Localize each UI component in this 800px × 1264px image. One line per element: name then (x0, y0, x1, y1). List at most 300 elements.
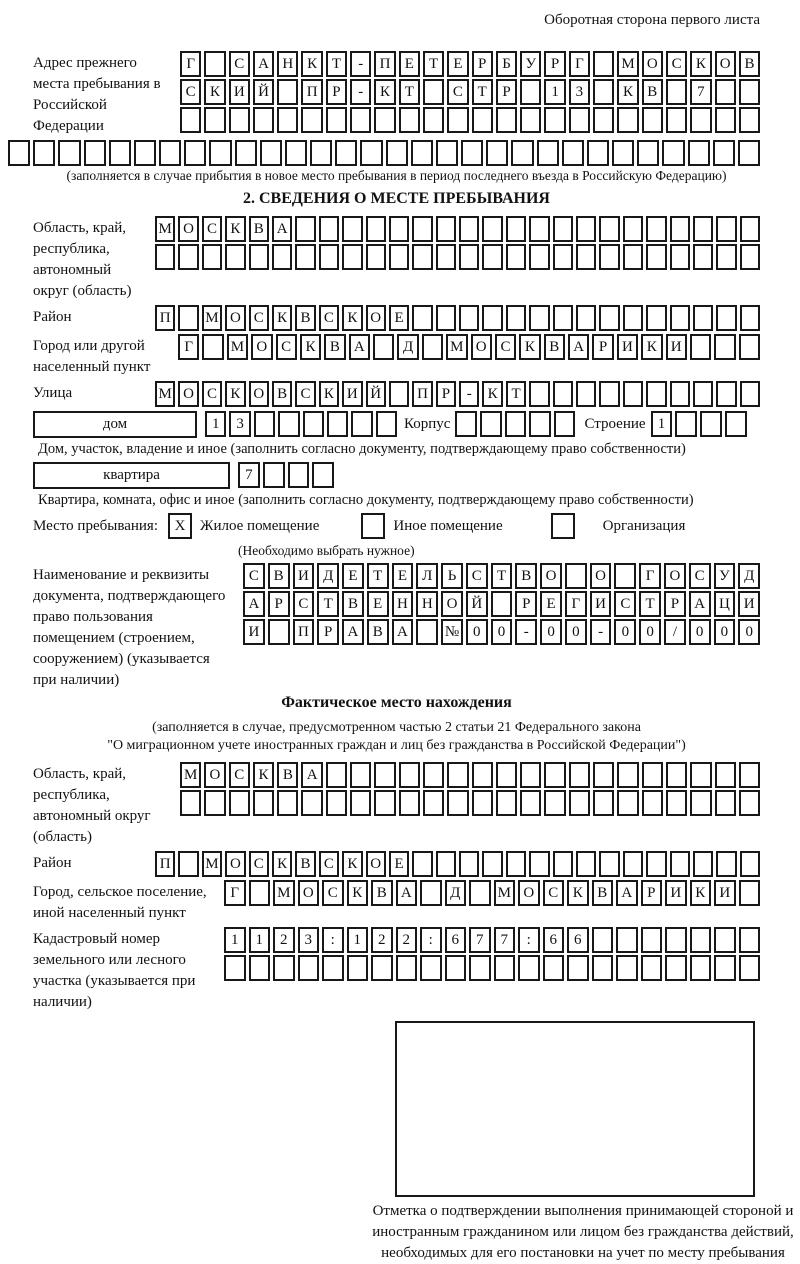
char-cell: Р (664, 591, 686, 617)
char-cell (670, 305, 690, 331)
char-cell (295, 216, 315, 242)
char-cell: О (664, 563, 686, 589)
char-cell (576, 216, 596, 242)
char-cell (623, 381, 643, 407)
char-cell: Й (253, 79, 274, 105)
char-cell: М (155, 216, 175, 242)
char-cell (739, 955, 761, 981)
char-cell: 2 (396, 927, 418, 953)
char-cell: С (689, 563, 711, 589)
char-cell (374, 107, 395, 133)
char-cell (459, 305, 479, 331)
char-cell: 0 (491, 619, 513, 645)
cadastral-grid-row-2 (224, 955, 760, 981)
stay-option-label-zhiloe: Жилое помещение (200, 518, 320, 534)
char-cell (249, 955, 271, 981)
char-cell: К (319, 381, 339, 407)
char-cell (614, 563, 636, 589)
char-cell: С (447, 79, 468, 105)
char-cell: Н (392, 591, 414, 617)
char-cell: А (392, 619, 414, 645)
char-cell: 0 (466, 619, 488, 645)
char-cell: О (366, 305, 386, 331)
char-cell (134, 140, 156, 166)
char-cell: Т (326, 51, 347, 77)
apartment-note: Квартира, комната, офис и иное (заполнить согласно документу, подтверждающему право собственности) (38, 492, 694, 508)
actual-city-label: Город, сельское поселение, иной населенный пункт (33, 884, 207, 921)
district-label: Район (33, 309, 72, 325)
char-cell: 0 (565, 619, 587, 645)
char-cell: Г (224, 880, 246, 906)
char-cell (593, 762, 614, 788)
char-cell (319, 244, 339, 270)
district-block (33, 305, 760, 331)
char-cell (376, 411, 397, 437)
stroenie-label: Строение (584, 416, 646, 432)
char-cell: В (277, 762, 298, 788)
char-cell: Л (416, 563, 438, 589)
char-cell (506, 305, 526, 331)
char-cell (436, 305, 456, 331)
char-cell (662, 140, 684, 166)
cadastral-block (33, 927, 760, 1013)
char-cell (436, 244, 456, 270)
char-cell: С (543, 880, 565, 906)
char-cell: П (293, 619, 315, 645)
char-cell (576, 305, 596, 331)
document-grid-row-1 (243, 563, 760, 589)
char-cell (225, 244, 245, 270)
char-cell (537, 140, 559, 166)
char-cell (303, 411, 324, 437)
char-cell (593, 51, 614, 77)
char-cell: В (295, 851, 315, 877)
char-cell (420, 880, 442, 906)
char-cell (285, 140, 307, 166)
char-cell: 1 (249, 927, 271, 953)
char-cell: 2 (371, 927, 393, 953)
house-row (33, 411, 760, 438)
char-cell (350, 762, 371, 788)
char-cell: 0 (540, 619, 562, 645)
char-cell: К (690, 880, 712, 906)
char-cell: А (243, 591, 265, 617)
char-cell: Р (268, 591, 290, 617)
char-cell: - (590, 619, 612, 645)
char-cell (301, 790, 322, 816)
char-cell: Е (389, 305, 409, 331)
char-cell (739, 334, 760, 360)
char-cell (544, 107, 565, 133)
char-cell (593, 107, 614, 133)
char-cell (592, 955, 614, 981)
korpus-label: Корпус (404, 416, 451, 432)
char-cell: Р (472, 51, 493, 77)
korpus-grid (455, 411, 575, 437)
char-cell (411, 140, 433, 166)
char-cell (715, 790, 736, 816)
char-cell: О (518, 880, 540, 906)
char-cell (646, 851, 666, 877)
char-cell (553, 851, 573, 877)
char-cell: П (374, 51, 395, 77)
apartment-grid (238, 462, 334, 488)
char-cell: И (617, 334, 638, 360)
char-cell (253, 790, 274, 816)
char-cell (447, 762, 468, 788)
city-block (33, 334, 760, 378)
char-cell (506, 244, 526, 270)
char-cell (529, 381, 549, 407)
char-cell (326, 762, 347, 788)
char-cell (312, 462, 334, 488)
char-cell: К (617, 79, 638, 105)
char-cell: А (616, 880, 638, 906)
stamp-caption: Отметка о подтверждении выполнения принимающей стороной и иностранным гражданином или лицом без гражданства действий, необходимых для его постановки на учет по месту пребывания (372, 1203, 794, 1261)
char-cell (447, 790, 468, 816)
char-cell (623, 244, 643, 270)
prev-address-grids (180, 51, 760, 133)
char-cell (184, 140, 206, 166)
actual-district-block (33, 851, 760, 877)
char-cell (714, 955, 736, 981)
char-cell: К (342, 851, 362, 877)
char-cell: О (642, 51, 663, 77)
cadastral-grid-row-1 (224, 927, 760, 953)
char-cell (422, 334, 443, 360)
char-cell (716, 216, 736, 242)
char-cell: - (350, 51, 371, 77)
actual-district-label: Район (33, 855, 72, 871)
cadastral-grids (224, 927, 760, 981)
char-cell (310, 140, 332, 166)
char-cell: К (204, 79, 225, 105)
char-cell: О (249, 381, 269, 407)
char-cell: К (272, 305, 292, 331)
char-cell (412, 851, 432, 877)
char-cell (665, 927, 687, 953)
char-cell (423, 762, 444, 788)
char-cell (690, 107, 711, 133)
char-cell (412, 244, 432, 270)
char-cell (739, 880, 761, 906)
char-cell (714, 334, 735, 360)
char-cell (520, 762, 541, 788)
char-cell (253, 107, 274, 133)
char-cell: В (739, 51, 760, 77)
char-cell (469, 955, 491, 981)
char-cell (646, 305, 666, 331)
char-cell: О (366, 851, 386, 877)
char-cell (202, 334, 223, 360)
char-cell (646, 244, 666, 270)
char-cell: Т (317, 591, 339, 617)
char-cell (459, 244, 479, 270)
char-cell (229, 790, 250, 816)
char-cell: - (459, 381, 479, 407)
actual-region-block (33, 762, 760, 848)
char-cell: 7 (469, 927, 491, 953)
char-cell: Р (592, 334, 613, 360)
char-cell (33, 140, 55, 166)
char-cell (277, 107, 298, 133)
char-cell: К (272, 851, 292, 877)
char-cell: У (520, 51, 541, 77)
char-cell (482, 851, 502, 877)
char-cell (204, 107, 225, 133)
char-cell: П (301, 79, 322, 105)
char-cell (738, 140, 760, 166)
char-cell: 1 (651, 411, 673, 437)
char-cell (529, 216, 549, 242)
char-cell: К (482, 381, 502, 407)
char-cell: В (515, 563, 537, 589)
char-cell: С (293, 591, 315, 617)
char-cell: И (243, 619, 265, 645)
char-cell: У (714, 563, 736, 589)
char-cell (298, 955, 320, 981)
char-cell (360, 140, 382, 166)
char-cell (295, 244, 315, 270)
char-cell: О (715, 51, 736, 77)
char-cell (482, 216, 502, 242)
char-cell (389, 381, 409, 407)
char-cell (178, 244, 198, 270)
char-cell (690, 955, 712, 981)
char-cell: 0 (738, 619, 760, 645)
char-cell (740, 244, 760, 270)
actual-region-grid-row-2 (180, 790, 760, 816)
char-cell: С (180, 79, 201, 105)
char-cell (553, 381, 573, 407)
char-cell: В (272, 381, 292, 407)
char-cell: 1 (224, 927, 246, 953)
char-cell: С (249, 305, 269, 331)
char-cell: 6 (543, 927, 565, 953)
stroenie-grid (651, 411, 747, 437)
char-cell (646, 216, 666, 242)
char-cell: В (642, 79, 663, 105)
char-cell: О (471, 334, 492, 360)
char-cell (553, 305, 573, 331)
char-cell (715, 762, 736, 788)
char-cell (690, 790, 711, 816)
street-block (33, 381, 760, 407)
char-cell: С (295, 381, 315, 407)
char-cell (506, 851, 526, 877)
char-cell (436, 140, 458, 166)
char-cell (646, 381, 666, 407)
char-cell (529, 305, 549, 331)
char-cell (461, 140, 483, 166)
region-grid-row-2 (155, 244, 760, 270)
char-cell (511, 140, 533, 166)
char-cell: Д (397, 334, 418, 360)
district-grid (155, 305, 760, 331)
document-grid-row-3 (243, 619, 760, 645)
char-cell (739, 790, 760, 816)
char-cell: О (298, 880, 320, 906)
char-cell (496, 790, 517, 816)
char-cell (351, 411, 372, 437)
char-cell: 1 (205, 411, 226, 437)
char-cell (554, 411, 576, 437)
char-cell (209, 140, 231, 166)
char-cell: С (322, 880, 344, 906)
stay-checkbox-org (551, 513, 575, 539)
stay-option-label-org: Организация (602, 518, 686, 534)
char-cell (693, 851, 713, 877)
char-cell: 6 (445, 927, 467, 953)
char-cell: Б (496, 51, 517, 77)
char-cell: В (592, 880, 614, 906)
char-cell (326, 107, 347, 133)
house-note: Дом, участок, владение и иное (заполнить согласно документу, подтверждающему право собственности) (38, 441, 686, 457)
char-cell: 3 (229, 411, 250, 437)
document-grids (243, 563, 760, 645)
char-cell (567, 955, 589, 981)
char-cell (666, 790, 687, 816)
prev-address-label: Адрес прежнего места пребывания в Российской Федерации (33, 55, 161, 134)
char-cell (447, 107, 468, 133)
char-cell (693, 381, 713, 407)
char-cell (716, 381, 736, 407)
char-cell: С (202, 381, 222, 407)
char-cell: : (420, 927, 442, 953)
char-cell: О (178, 216, 198, 242)
char-cell: М (155, 381, 175, 407)
char-cell (690, 927, 712, 953)
char-cell: К (253, 762, 274, 788)
char-cell: В (295, 305, 315, 331)
char-cell (612, 140, 634, 166)
char-cell (715, 79, 736, 105)
char-cell: Т (367, 563, 389, 589)
char-cell: И (738, 591, 760, 617)
char-cell (569, 790, 590, 816)
char-cell: 7 (494, 927, 516, 953)
char-cell (506, 216, 526, 242)
char-cell (58, 140, 80, 166)
char-cell: С (319, 851, 339, 877)
char-cell (700, 411, 722, 437)
char-cell: О (251, 334, 272, 360)
char-cell: - (350, 79, 371, 105)
char-cell: И (714, 880, 736, 906)
char-cell (529, 244, 549, 270)
char-cell (569, 107, 590, 133)
char-cell (642, 107, 663, 133)
char-cell: С (249, 851, 269, 877)
stay-row (33, 513, 760, 540)
char-cell (599, 216, 619, 242)
char-cell: С (243, 563, 265, 589)
char-cell: : (322, 927, 344, 953)
char-cell: С (202, 216, 222, 242)
char-cell: М (202, 305, 222, 331)
char-cell (688, 140, 710, 166)
char-cell: Д (445, 880, 467, 906)
actual-district-grid (155, 851, 760, 877)
char-cell (690, 762, 711, 788)
char-cell: А (349, 334, 370, 360)
street-label: Улица (33, 385, 73, 401)
char-cell: 1 (347, 927, 369, 953)
char-cell (569, 762, 590, 788)
char-cell: Е (367, 591, 389, 617)
char-cell (642, 790, 663, 816)
actual-region-grids (180, 762, 760, 816)
char-cell (420, 955, 442, 981)
char-cell (617, 107, 638, 133)
char-cell (254, 411, 275, 437)
actual-region-grid-row-1 (180, 762, 760, 788)
char-cell (641, 927, 663, 953)
char-cell: К (519, 334, 540, 360)
stay-checkbox-zhiloe: X (168, 513, 192, 539)
char-cell (637, 140, 659, 166)
char-cell (713, 140, 735, 166)
char-cell (593, 79, 614, 105)
actual-title: Фактическое место нахождения (281, 694, 512, 711)
char-cell: Т (472, 79, 493, 105)
char-cell: С (466, 563, 488, 589)
char-cell (544, 790, 565, 816)
char-cell: 7 (238, 462, 260, 488)
char-cell (389, 244, 409, 270)
char-cell: : (518, 927, 540, 953)
char-cell: Д (738, 563, 760, 589)
house-box: дом (33, 411, 197, 438)
region-block (33, 216, 760, 302)
char-cell (740, 851, 760, 877)
char-cell (277, 79, 298, 105)
char-cell: Н (416, 591, 438, 617)
char-cell (505, 411, 527, 437)
char-cell (322, 955, 344, 981)
char-cell (263, 462, 285, 488)
char-cell (268, 619, 290, 645)
char-cell: И (229, 79, 250, 105)
char-cell (412, 216, 432, 242)
char-cell (593, 790, 614, 816)
actual-region-label: Область, край, республика, автономный округ (область) (33, 766, 151, 845)
city-label: Город или другой населенный пункт (33, 338, 151, 375)
char-cell (445, 955, 467, 981)
char-cell: В (371, 880, 393, 906)
char-cell: А (253, 51, 274, 77)
document-block (33, 563, 760, 691)
stay-checkbox-inoe (361, 513, 385, 539)
char-cell (301, 107, 322, 133)
char-cell: Г (569, 51, 590, 77)
char-cell (224, 955, 246, 981)
char-cell: М (617, 51, 638, 77)
char-cell (423, 79, 444, 105)
actual-note-2: "О миграционном учете иностранных граждан и лиц без гражданства в Российской Федерации") (107, 738, 686, 753)
char-cell: 0 (639, 619, 661, 645)
char-cell: М (180, 762, 201, 788)
char-cell: / (664, 619, 686, 645)
cadastral-label: Кадастровый номер земельного или лесного участка (указывается при наличии) (33, 931, 196, 1010)
char-cell: С (666, 51, 687, 77)
char-cell: Р (496, 79, 517, 105)
char-cell: Ц (714, 591, 736, 617)
char-cell (235, 140, 257, 166)
char-cell (84, 140, 106, 166)
char-cell: К (225, 381, 245, 407)
char-cell: Т (423, 51, 444, 77)
